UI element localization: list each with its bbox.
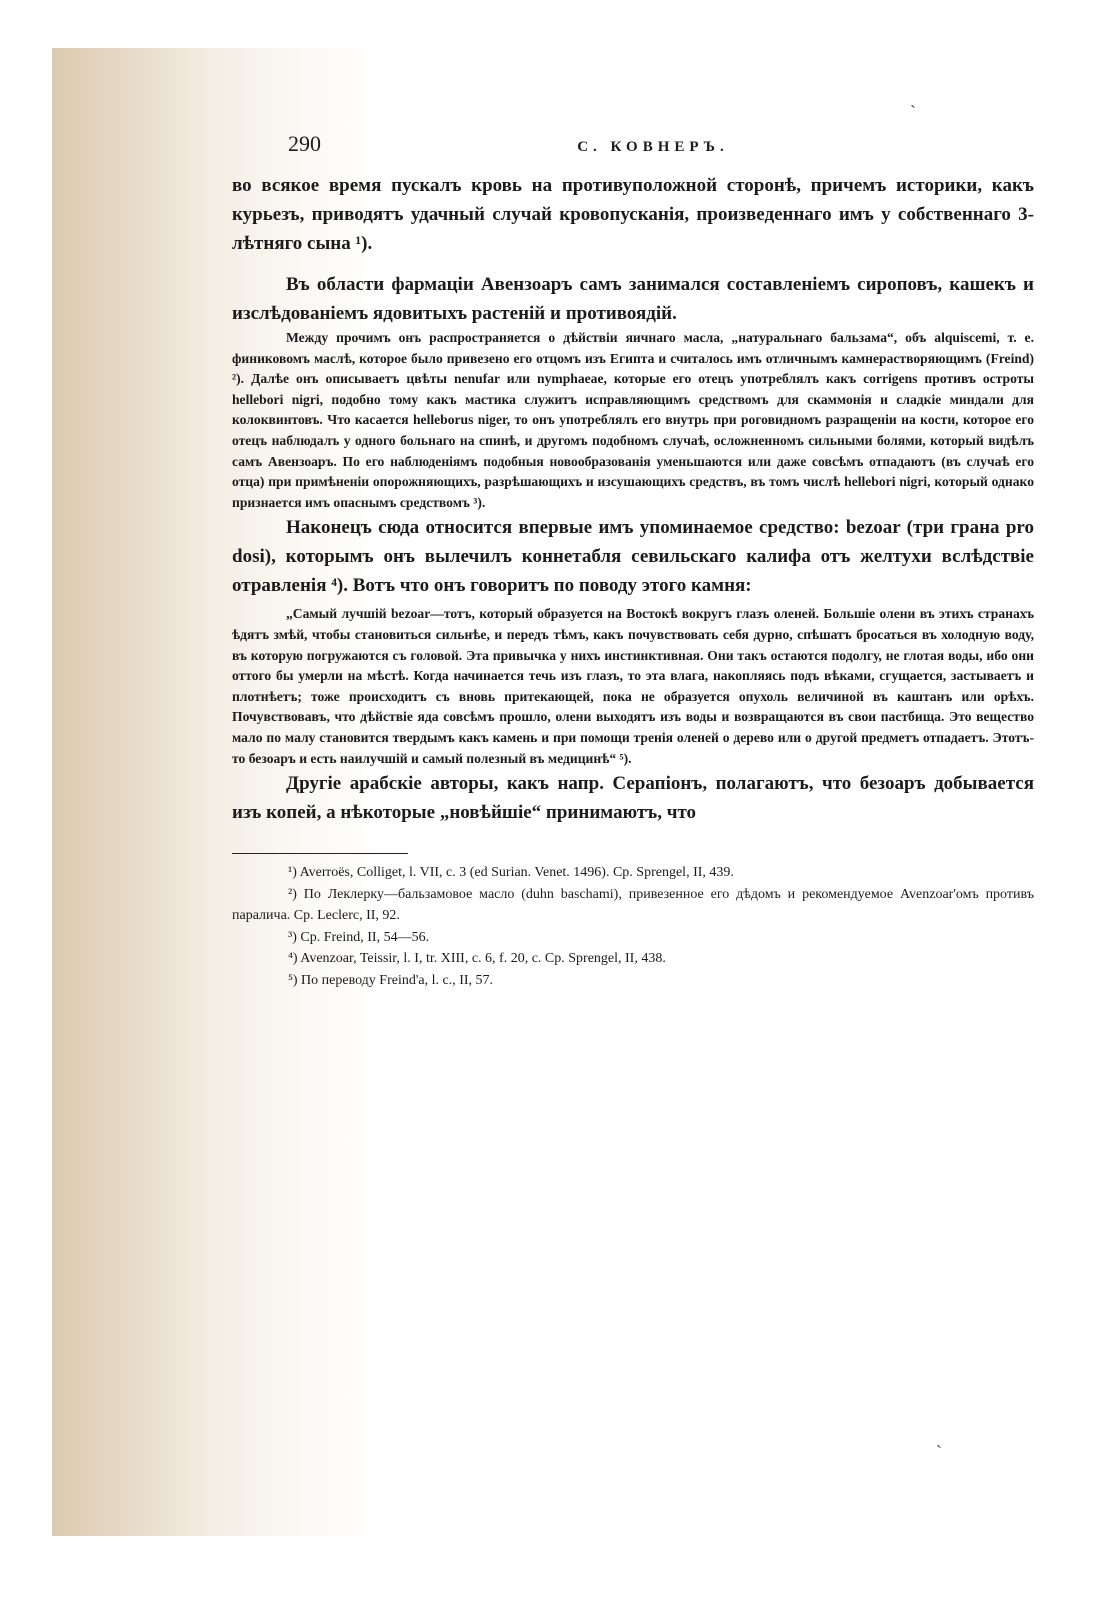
paragraph: Въ области фармаціи Авензоаръ самъ занимался составленіемъ сироповъ, кашекъ и изслѣдованіемъ ядовитыхъ растеній и противоядій. <box>232 274 1034 324</box>
footnote: ⁵) По переводу Freind'a, l. c., II, 57. <box>288 972 494 988</box>
footnotes <box>232 853 1034 991</box>
paragraph-small: Между прочимъ онъ распространяется о дѣйствіи яичнаго масла, „натуральнаго бальзама“, объ alquiscemi, т. е. финиковомъ маслѣ, которое было привезено его отцомъ изъ Египта и считалось имъ отличнымъ камнерастворяющимъ (Freind) ²). Далѣе онъ описываетъ цвѣты nenufar или nymphaeae, которые его отецъ употреблялъ какъ corrigens противъ остроты hellebori nigri, подобно тому какъ мастика служитъ исправляющимъ средствомъ для скаммонія и сладкіе миндали для колоквинтовъ. Что касается helleborus niger, то онъ употреблялъ его внутрь при роговидномъ разращеніи на кости, которое его отецъ наблюдалъ у одного больнаго на спинѣ, и другомъ подобномъ случаѣ, осложненномъ сильными болями, который видѣлъ самъ Авензоаръ. По его наблюденіямъ подобныя новообразованія уменьшаются или даже совсѣмъ отпадаютъ (въ случаѣ его отца) при примѣненіи опорожняющихъ, разрѣшающихъ и изсушающихъ средствъ, въ томъ числѣ hellebori nigri, который однако признается имъ опаснымъ средствомъ ³). <box>232 330 1034 510</box>
footnote: ²) По Леклерку—бальзамовое масло (duhn baschami), привезенное его дѣдомъ и рекомендуемое Avenzoar'омъ противъ паралича. Ср. Leclerc, II, 92. <box>232 886 1034 924</box>
paragraph: Другіе арабскіе авторы, какъ напр. Серапіонъ, полагаютъ, что безоаръ добывается изъ копей, а нѣкоторые „новѣйшіе“ принимаютъ, что <box>232 773 1034 824</box>
scan-speck: ˏ <box>910 88 916 108</box>
footnote: ³) Ср. Freind, II, 54—56. <box>288 929 430 945</box>
footnote: ⁴) Avenzoar, Teissir, l. I, tr. XIII, c. 6, f. 20, c. Ср. Sprengel, II, 438. <box>288 951 666 967</box>
scanned-page <box>52 48 1034 1536</box>
footnote: ¹) Averroës, Colliget, l. VII, c. 3 (ed Surian. Venet. 1496). Ср. Sprengel, II, 439. <box>288 865 734 881</box>
scan-speck: ˏ <box>936 1428 942 1448</box>
footnote-rule <box>232 853 408 854</box>
page-number: 290 <box>288 131 321 156</box>
page-content <box>232 131 1034 991</box>
paragraph: во всякое время пускалъ кровь на противуположной сторонѣ, причемъ историки, какъ курьезъ, приводятъ удачный случай кровопусканія, произведеннаго имъ у собственнаго 3-лѣтняго сына ¹). <box>232 175 1034 254</box>
paragraph: Наконецъ сюда относится впервые имъ упоминаемое средство: bezoar (три грана pro dosi), которымъ онъ вылечилъ коннетабля севильскаго калифа отъ желтухи вслѣдствіе отравленія ⁴). Вотъ что онъ говоритъ по поводу этого камня: <box>232 517 1034 597</box>
running-head: С. КОВНЕРЪ. <box>577 139 729 155</box>
quotation: „Самый лучшій bezoar—тотъ, который образуется на Востокѣ вокругъ глазъ оленей. Большіе олени въ этихъ странахъ ѣдятъ змѣй, чтобы становиться сильнѣе, и передъ тѣмъ, какъ почувствовать себя дурно, спѣшатъ бросаться въ холодную воду, въ которую погружаются съ головой. Эта привычка у нихъ инстинктивная. Они такъ остаются подолгу, не глотая воды, ибо они оттого бы умерли на мѣстѣ. Когда начинается течь изъ глазъ, то эта влага, накопляясь подъ вѣками, сгущается, застываетъ и плотнѣетъ; тоже происходитъ съ вновь притекающей, пока не образуется опухоль величиной въ каштанъ или орѣхъ. Почувствовавъ, что дѣйствіе яда совсѣмъ прошло, олени выходятъ изъ воды и возвращаются въ свои пастбища. Это вещество мало по малу становится твердымъ какъ камень и при помощи тренія оленей о дерево или о другой предметъ отпадаетъ. Этотъ-то безоаръ и есть наилучшій и самый полезный въ медицинѣ“ ⁵). <box>232 606 1034 766</box>
page-header <box>232 131 1034 171</box>
